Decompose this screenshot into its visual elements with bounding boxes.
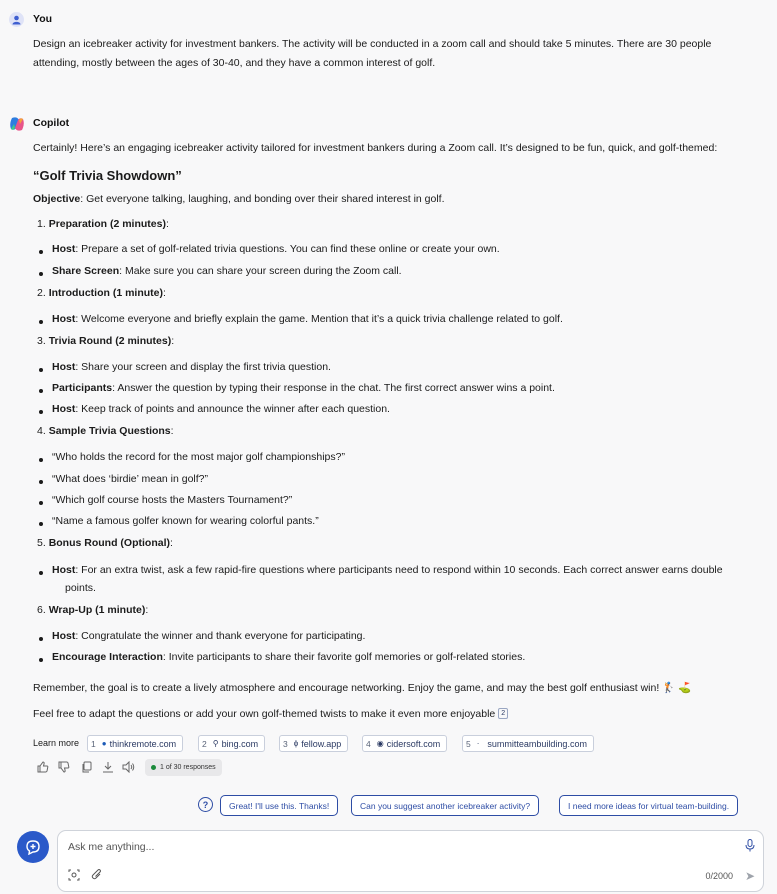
speaker-icon[interactable] bbox=[122, 761, 136, 773]
objective bbox=[33, 190, 757, 209]
globe-icon: ◉ bbox=[376, 739, 384, 748]
new-topic-button[interactable] bbox=[17, 831, 49, 863]
chat-input[interactable] bbox=[66, 840, 720, 854]
user-avatar bbox=[9, 12, 24, 27]
list-item: Encourage Interaction: Invite participants to share their favorite golf memories or golf-related stories. bbox=[52, 651, 526, 663]
list-item: Host: Prepare a set of golf-related trivia questions. You can find these online or create your own. bbox=[52, 243, 500, 255]
step-heading: 6. Wrap-Up (1 minute): bbox=[37, 604, 149, 616]
status-dot bbox=[151, 765, 156, 770]
send-icon[interactable]: ➤ bbox=[744, 869, 755, 883]
source-chip[interactable]: 4 ◉ cidersoft.com bbox=[362, 735, 447, 752]
list-item: Host: Welcome everyone and briefly explain the game. Mention that it’s a quick trivia challenge related to golf. bbox=[52, 313, 563, 325]
source-chip[interactable]: 1 ● thinkremote.com bbox=[87, 735, 183, 752]
response-counter[interactable]: 1 of 30 responses bbox=[145, 759, 222, 776]
image-input-icon[interactable] bbox=[68, 869, 80, 881]
source-chip[interactable]: 3 ϕ fellow.app bbox=[279, 735, 348, 752]
list-item: Share Screen: Make sure you can share your screen during the Zoom call. bbox=[52, 265, 402, 277]
objective-label: Objective bbox=[33, 193, 81, 205]
copilot-intro: Certainly! Here’s an engaging icebreaker activity tailored for investment bankers during a Zoom call. It’s designed to be fun, quick, and golf-themed: bbox=[33, 142, 718, 154]
list-item: Host: Keep track of points and announce the winner after each question. bbox=[52, 403, 390, 415]
list-item: “Which golf course hosts the Masters Tournament?” bbox=[52, 494, 293, 506]
thumbs-up-icon[interactable] bbox=[37, 761, 49, 773]
user-message: Design an icebreaker activity for investment bankers. The activity will be conducted in a zoom call and should take 5 minutes. There are 30 people attending, mostly between the ages of 30-40, and they have a common interest of golf. bbox=[33, 38, 712, 69]
source-chip[interactable]: 2 ⚲ bing.com bbox=[198, 735, 265, 752]
objective-text: : Get everyone talking, laughing, and bonding over their shared interest in golf. bbox=[80, 193, 445, 205]
user-name: You bbox=[33, 13, 53, 25]
adapt-paragraph: Feel free to adapt the questions or add your own golf-themed twists to make it even more enjoyable 2 bbox=[33, 705, 757, 724]
citation-badge[interactable]: 2 bbox=[498, 708, 508, 719]
download-icon[interactable] bbox=[102, 761, 114, 773]
character-counter: 0/2000 bbox=[705, 871, 733, 881]
activity-title: “Golf Trivia Showdown” bbox=[33, 168, 182, 183]
suggestion-button[interactable]: Great! I'll use this. Thanks! bbox=[220, 795, 338, 816]
copilot-name: Copilot bbox=[33, 117, 70, 129]
copy-icon[interactable] bbox=[81, 761, 93, 773]
step-heading: 5. Bonus Round (Optional): bbox=[37, 537, 173, 549]
thumbs-down-icon[interactable] bbox=[58, 761, 70, 773]
list-item-continuation: points. bbox=[65, 582, 96, 594]
suggestion-button[interactable]: I need more ideas for virtual team-building. bbox=[559, 795, 738, 816]
list-item: Host: Share your screen and display the first trivia question. bbox=[52, 361, 331, 373]
learn-more-label: Learn more bbox=[33, 738, 80, 748]
list-item: Host: Congratulate the winner and thank everyone for participating. bbox=[52, 630, 366, 642]
list-item: Host: For an extra twist, ask a few rapid-fire questions where participants need to respond within 10 seconds. Each correct answer earns double bbox=[52, 564, 723, 576]
site-favicon-icon: · bbox=[476, 739, 480, 748]
step-heading: 4. Sample Trivia Questions: bbox=[37, 425, 174, 437]
new-chat-icon bbox=[25, 839, 41, 855]
copilot-logo-icon bbox=[9, 116, 25, 132]
site-favicon-icon: ● bbox=[101, 739, 107, 748]
step-heading: 3. Trivia Round (2 minutes): bbox=[37, 335, 175, 347]
closing-paragraph: Remember, the goal is to create a lively atmosphere and encourage networking. Enjoy the game, and may the best golf enthusiast win! 🏌️ ⛳ bbox=[33, 682, 692, 694]
attachment-icon[interactable] bbox=[91, 869, 103, 881]
step-heading: 1. Preparation (2 minutes): bbox=[37, 218, 169, 230]
suggestion-button[interactable]: Can you suggest another icebreaker activity? bbox=[351, 795, 539, 816]
source-chip[interactable]: 5 · summitteambuilding.com bbox=[462, 735, 594, 752]
list-item: Participants: Answer the question by typing their response in the chat. The first correct answer wins a point. bbox=[52, 382, 555, 394]
search-icon: ⚲ bbox=[212, 739, 219, 748]
microphone-icon[interactable] bbox=[745, 839, 755, 852]
user-icon bbox=[12, 15, 21, 25]
list-item: “What does ‘birdie’ mean in golf?” bbox=[52, 473, 209, 485]
list-item: “Who holds the record for the most major golf championships?” bbox=[52, 451, 345, 463]
step-heading: 2. Introduction (1 minute): bbox=[37, 287, 166, 299]
list-item: “Name a famous golfer known for wearing colorful pants.” bbox=[52, 515, 319, 527]
help-icon[interactable]: ? bbox=[198, 797, 213, 812]
site-favicon-icon: ϕ bbox=[293, 739, 299, 748]
chat-composer bbox=[57, 830, 764, 892]
